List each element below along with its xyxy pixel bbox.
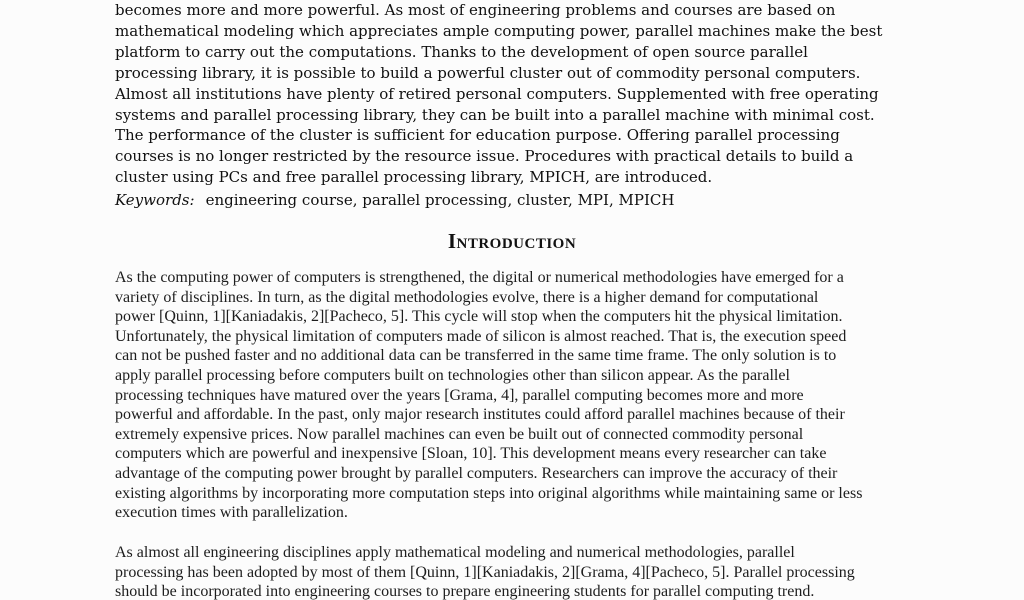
abstract-paragraph: [115, 0, 882, 188]
body-line: existing algorithms by incorporating more computation steps into original algorithms while maintaining same or less: [115, 484, 863, 502]
body-line: variety of disciplines. In turn, as the digital methodologies evolve, there is a higher demand for computational: [115, 288, 819, 306]
body-line: should be incorporated into engineering courses to prepare engineering students for parallel computing trend.: [115, 583, 815, 600]
section-heading-introduction: Introduction: [447, 229, 577, 253]
body-line: apply parallel processing before computers built on technologies other than silicon appear. As the parallel: [115, 366, 790, 384]
keywords-text: engineering course, parallel processing, cluster, MPI, MPICH: [205, 191, 675, 209]
body-line: execution times with parallelization.: [115, 504, 348, 522]
introduction-paragraph: [115, 268, 862, 523]
body-line: As the computing power of computers is strengthened, the digital or numerical methodologies have emerged for a: [115, 269, 844, 286]
abstract-line: platform to carry out the computations. Thanks to the development of open source parallel: [115, 42, 808, 61]
body-line: processing has been adopted by most of them [Quinn, 1][Kaniadakis, 2][Grama, 4][Pacheco, 5]. Parallel processing: [115, 563, 855, 581]
abstract-line: Almost all institutions have plenty of retired personal computers. Supplemented with free operating: [115, 84, 879, 103]
abstract-line: mathematical modeling which appreciates ample computing power, parallel machines make the best: [115, 21, 883, 40]
body-line: extremely expensive prices. Now parallel machines can even be built out of connected commodity personal: [115, 425, 804, 443]
abstract-line: systems and parallel processing library, they can be built into a parallel machine with minimal cost.: [115, 105, 875, 124]
abstract-line: becomes more and more powerful. As most of engineering problems and courses are based on: [115, 1, 836, 19]
abstract-line: cluster using PCs and free parallel processing library, MPICH, are introduced.: [115, 168, 713, 187]
body-line: As almost all engineering disciplines apply mathematical modeling and numerical methodologies, parallel: [115, 544, 795, 561]
closing-paragraph: [115, 543, 855, 600]
abstract-line: courses is no longer restricted by the resource issue. Procedures with practical details to build a: [115, 147, 854, 166]
body-line: processing techniques have matured over the years [Grama, 4], parallel computing becomes more and more: [115, 386, 804, 404]
body-line: powerful and affordable. In the past, only major research institutes could afford parallel machines because of their: [115, 406, 845, 424]
body-line: Unfortunately, the physical limitation of computers made of silicon is almost reached. That is, the execution speed: [115, 327, 847, 345]
body-line: power [Quinn, 1][Kaniadakis, 2][Pacheco, 5]. This cycle will stop when the computers hit the physical limitation.: [115, 308, 843, 326]
keywords-line: [115, 191, 674, 209]
abstract-line: The performance of the cluster is sufficient for education purpose. Offering parallel processing: [115, 126, 840, 145]
body-line: computers which are powerful and inexpensive [Sloan, 10]. This development means every researcher can take: [115, 445, 827, 463]
abstract-line: processing library, it is possible to build a powerful cluster out of commodity personal computers.: [115, 63, 861, 82]
body-line: can not be pushed faster and no additional data can be transferred in the same time frame. The only solution is to: [115, 347, 837, 365]
body-line: advantage of the computing power brought by parallel computers. Researchers can improve the accuracy of their: [115, 464, 838, 482]
keywords-label: Keywords:: [115, 191, 195, 209]
